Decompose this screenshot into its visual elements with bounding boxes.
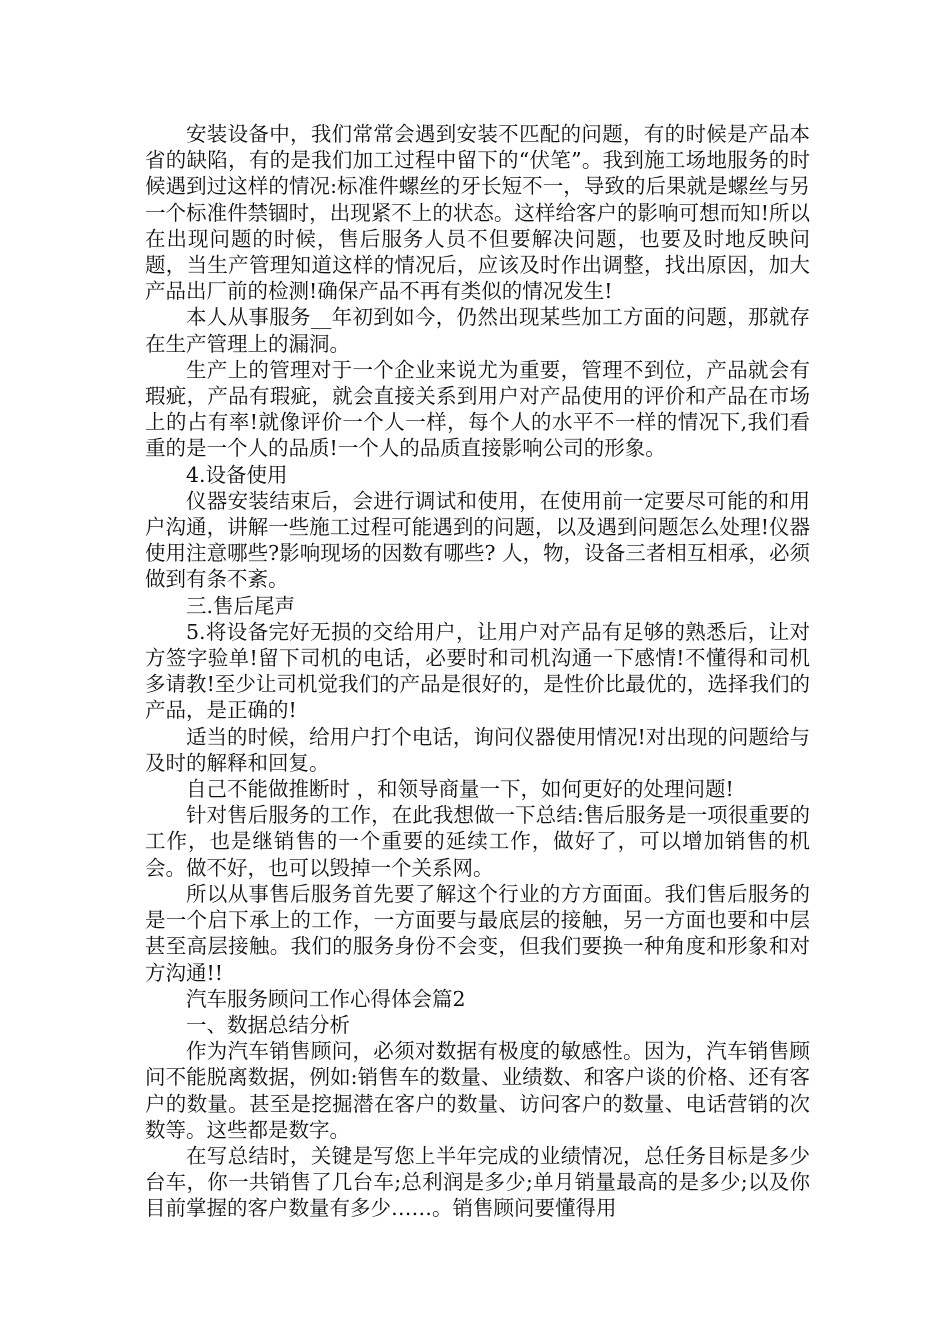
paragraph-equipment-use: 仪器安装结束后，会进行调试和使用，在使用前一定要尽可能的和用户沟通，讲解一些施工过程可能遇到的问题，以及遇到问题怎么处理!仪器使用注意哪些?影响现场的因数有哪些? 人，物，设备三者相互相承，必须做到有条不紊。 bbox=[145, 488, 810, 592]
paragraph-summary: 针对售后服务的工作，在此我想做一下总结:售后服务是一项很重要的工作，也是继销售的一个重要的延续工作，做好了，可以增加销售的机会。做不好，也可以毁掉一个关系网。 bbox=[145, 803, 810, 880]
paragraph-understand-industry: 所以从事售后服务首先要了解这个行业的方方面面。我们售后服务的是一个启下承上的工作，一方面要与最底层的接触，另一方面也要和中层甚至高层接触。我们的服务身份不会变，但我们要换一种角度和形象和对方沟通!! bbox=[145, 881, 810, 985]
paragraph-writing-summary: 在写总结时，关键是写您上半年完成的业绩情况，总任务目标是多少台车，你一共销售了几台车;总利润是多少;单月销量最高的是多少;以及你目前掌握的客户数量有多少……。销售顾问要懂得用 bbox=[145, 1143, 810, 1221]
paragraph-data-sensitivity: 作为汽车销售顾问，必须对数据有极度的敏感性。因为，汽车销售顾问不能脱离数据，例如:销售车的数量、业绩数、和客户谈的价格、还有客户的数量。甚至是挖掘潜在客户的数量、访问客户的数量、电话营销的次数等。这些都是数字。 bbox=[145, 1039, 810, 1142]
paragraph-production-management: 生产上的管理对于一个企业来说尤为重要，管理不到位，产品就会有瑕疵，产品有瑕疵，就会直接关系到用户对产品使用的评价和产品在市场上的占有率!就像评价一个人一样，每个人的水平不一样的情况下,我们看重的是一个人的品质!一个人的品质直接影响公司的形象。 bbox=[145, 357, 810, 461]
section-heading-data-analysis: 一、数据总结分析 bbox=[186, 1012, 350, 1037]
paragraph-installation-issues: 安装设备中，我们常常会遇到安装不匹配的问题，有的时候是产品本省的缺陷，有的是我们加工过程中留下的“伏笔”。我到施工场地服务的时候遇到过这样的情况:标准件螺丝的牙长短不一，导致的后果就是螺丝与另一个标准件禁锢时，出现紧不上的状态。这样给客户的影响可想而知!所以在出现问题的时候，售后服务人员不但要解决问题，也要及时地反映问题，当生产管理知道这样的情况后，应该及时作出调整，找出原因，加大产品出厂前的检测!确保产品不再有类似的情况发生! bbox=[145, 122, 810, 304]
paragraph-consult-leader: 自己不能做推断时 ，和领导商量一下，如何更好的处理问题! bbox=[186, 777, 734, 802]
section-heading-after-sales-end: 三.售后尾声 bbox=[186, 593, 296, 618]
paragraph-follow-up-call: 适当的时候，给用户打个电话，询问仪器使用情况!对出现的问题给与及时的解释和回复。 bbox=[145, 724, 810, 775]
section-heading-equipment-use: 4.设备使用 bbox=[186, 462, 288, 487]
document-body bbox=[145, 121, 810, 1222]
paragraph-service-years: 本人从事服务__年初到如今，仍然出现某些加工方面的问题，那就存在生产管理上的漏洞。 bbox=[145, 305, 810, 356]
article-title-part2: 汽车服务顾问工作心得体会篇2 bbox=[186, 986, 466, 1011]
paragraph-handover: 5.将设备完好无损的交给用户，让用户对产品有足够的熟悉后，让对方签字验单!留下司机的电话，必要时和司机沟通一下感情!不懂得和司机多请教!至少让司机觉我们的产品是很好的，是性价比最优的，选择我们的产品，是正确的! bbox=[145, 619, 810, 723]
